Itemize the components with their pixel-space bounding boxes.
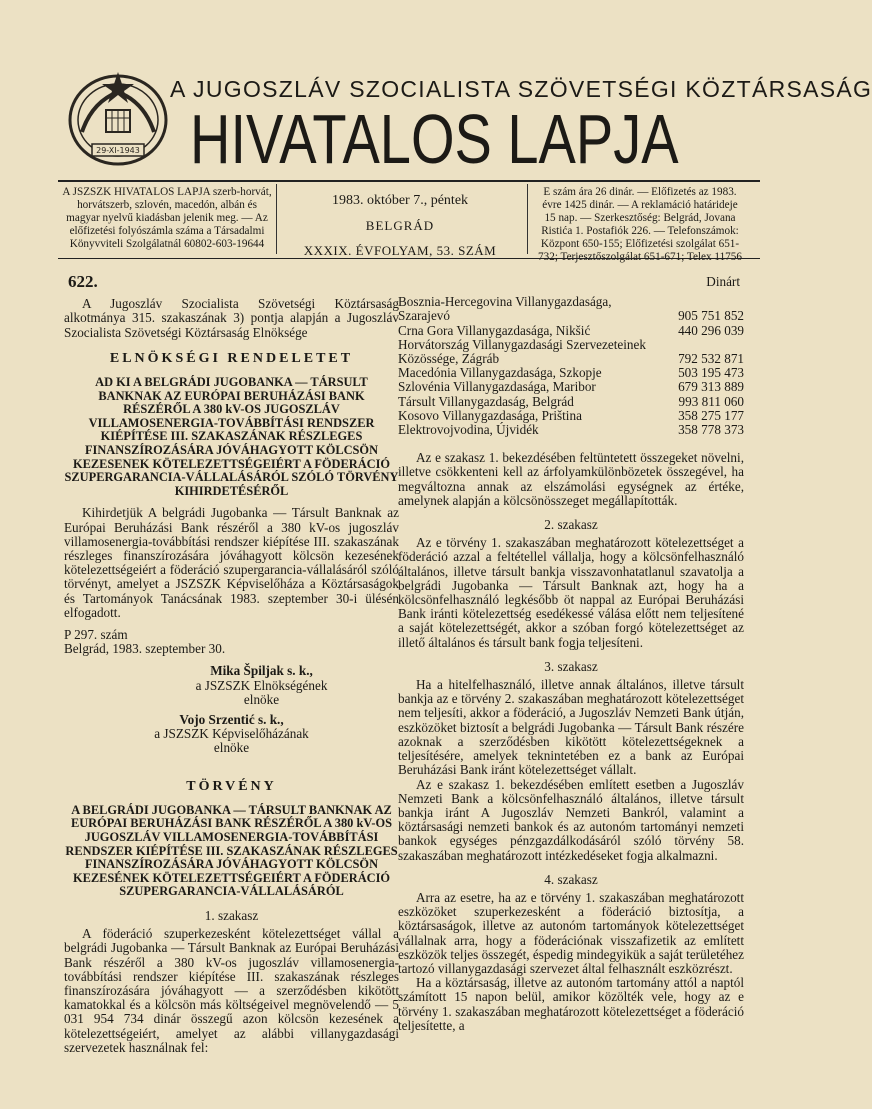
utility-amount: 358 275 177 [678,407,744,423]
utility-amount: 679 313 889 [678,379,744,395]
law-title: A BELGRÁDI JUGOBANKA — TÁRSULT BANKNAK AZ EURÓPAI BERUHÁZÁSI BANK RÉSZÉRŐL A 380 kV-OS JUGOSZLÁV VILLAMOSENERGIA-TOVÁBBÍTÁSI RENDSZER KIÉPÍTÉSE III. SZAKASZÁNAK RÉSZLEGES FINANSZÍROZÁSÁRA JÓVÁHAGYOTT KÖLCSÖN KEZESÉNEK KÖTELEZETTSÉGEIÉRT A FÖDERÁCIÓ SZUPERGARANCIA-VÁLLALÁSÁRÓL [65,802,398,899]
header-divider-right [527,184,528,254]
table-row [398,295,744,323]
table-row [398,395,744,409]
state-emblem-icon [62,62,174,174]
signer2-title-line1: a JSZSZK Képviselőházának [154,726,309,742]
utility-amount: 993 811 060 [678,393,744,409]
place-date: Belgrád, 1983. szeptember 30. [64,641,226,657]
decree-title: AD KI A BELGRÁDI JUGOBANKA — TÁRSULT BANKNAK AZ EURÓPAI BERUHÁZÁSI BANK RÉSZÉRŐL A 380 kV-OS JUGOSZLÁV VILLAMOSENERGIA-TOVÁBBÍTÁSI RENDSZER KIÉPÍTÉSE III. SZAKASZÁNAK RÉSZLEGES FINANSZÍROZÁSÁRA JÓVÁHAGYOTT KÖLCSÖN KEZESENEK KÖTELEZETTSÉGEIÉRT A FÖDERÁCIÓ SZUPERGARANCIA-VÁLLALÁSÁRÓL SZÓLÓ TÖRVÉNY KIHIRDETÉSÉRŐL [64,375,399,498]
utility-amount: 358 778 373 [678,422,744,438]
country-title: A JUGOSZLÁV SZOCIALISTA SZÖVETSÉGI KÖZTÁRSASÁG [170,76,872,102]
header-left-info: A JSZSZK HIVATALOS LAPJA szerb-horvát, horvátszerb, szlovén, macedón, albán és magyar nyelvű kiadásban jelenik meg. — Az előfizetési folyószámla száma a Társadalmi Könyvviteli Szolgálatnál 60802-603-19644 [62,186,272,250]
section4-text1: Arra az esetre, ha az e törvény 1. szakaszában meghatározott eszközöket szuperkezesként a föderáció biztosítja, a köztársaságok, illetve az autonóm tartományok kötelezettséget vállalnak arra, hogy a föderációnak visszafizetik az említett eszközök teljes összegét, éspedig mindegyikük a saját területéhez tartozó villanygazdasági szervezet által felhasznált eszközrészt. [398,889,744,976]
currency-label: Dinárt [706,274,740,289]
header-divider-left [276,184,277,254]
utility-amount: 905 751 852 [678,308,744,324]
promulgation-paragraph: Kihirdetjük A belgrádi Jugobanka — Társult Banknak az Európai Beruházási Bank részéről a 380 kV-os jugoszláv villamosenergia-továbbítási rendszer kiépítése III. szakaszának részleges finanszírozására jóváhagyott kölcsön kezesének kötelezettségeiért a föderáció szupergarancia-vállalásáról szóló törvényt, amelyet a JSZSZK Képviselőháza a Köztársaságok és Tartományok Tanácsának 1983. szeptember 30-i ülésén elfogadott. [64,505,399,620]
utility-name: Kosovo Villanygazdasága, Priština [398,407,582,423]
table-row [398,338,744,366]
issue-date: 1983. október 7., péntek [331,193,469,208]
utility-amount: 503 195 473 [678,365,744,381]
signature-block-1 [124,664,399,707]
issue-city: BELGRÁD [365,218,435,233]
section4-text2: Ha a köztársaság, illetve az autonóm tartomány attól a naptól számított 15 napon belül, amikor közölték vele, hogy az e törvény 1. szakaszában meghatározott kötelezettséget a föderáció teljesítette, a [398,975,744,1033]
right-column [398,275,744,1033]
section1-text: A föderáció szuperkezesként kötelezettséget vállal a belgrádi Jugobanka — Társult Banknak az Európai Beruházási Bank részéről a 380 kV-os jugoszláv villamosenergia-továbbítási rendszer kiépítése III. szakaszának részleges finanszírozására jóváhagyott — a szerződésben kikötött kamatokkal és a kölcsön más költségeivel megnövelendő — 5 031 954 734 dinár összegű azon kölcsön kezesének a kötelezettségeiért, amelyet az alábbi villanygazdasági szervezetek használnak fel: [64,926,399,1055]
reference-number: P 297. szám [64,626,128,642]
section1-paragraph2: Az e szakasz 1. bekezdésében feltüntetett összegeket növelni, illetve csökkenteni kell az árfolyamkülönbözetek összegével, ha megváltozna annak az elszámolási egységnek az értéke, amelynek alapján a kölcsönösszeget megállapították. [398,450,744,508]
svg-text:29-XI-1943: 29-XI-1943 [96,146,140,155]
header-right-info: E szám ára 26 dinár. — Előfizetés az 1983. évre 1425 dinár. — A reklamáció határideje 15 nap. — Szerkesztőség: Belgrád, Jovana Ristića 1. Postafiók 226. — Telefonszámok: Központ 650-155; Előfizetési szolgálat 651-732; Terjesztőszolgálat 651-671; Telex 11756 [538,186,742,263]
section2-label: 2. szakasz [544,517,598,533]
signer2-title-line2: elnöke [213,740,250,756]
utility-name: Macedónia Villanygazdasága, Szkopje [398,365,602,381]
signer1-title-line1: a JSZSZK Elnökségének [195,677,328,693]
utility-name: Társult Villanygazdaság, Belgrád [398,393,574,409]
table-row [398,366,744,380]
signer1-name: Mika Špiljak s. k., [210,663,313,679]
header-rule [58,258,760,259]
table-row [398,380,744,394]
table-row [398,324,744,338]
utility-amount: 792 532 871 [678,351,744,367]
utilities-table [398,295,744,437]
section2-text: Az e törvény 1. szakaszában meghatározott kötelezettséget a föderáció azzal a feltétellel vállalja, hogy a kölcsönfelhasználó általános, illetve társult bankja visszavonhatatlanul szavatolja a belgrádi Jugobanka — Társult Banknak azt, hogy ha a kölcsönfelhasználó legkésőbb öt nappal az Európai Beruházási Bank iránti kötelezettség esedékessé válása előtt nem teljesítené a saját kötelezettségét, akkor a szóban forgó kötelezettséget az illető általános és társult bank fogja teljesíteni. [398,535,744,650]
signature-block-2 [64,713,399,756]
signer1-title-line2: elnöke [243,691,280,707]
utility-name: Szlovénia Villanygazdasága, Maribor [398,379,596,395]
section1-label: 1. szakasz [204,907,259,923]
section3-text2: Az e szakasz 1. bekezdésében említett esetben a Jugoszláv Nemzeti Bank a kölcsönfelhasználó általános, illetve társult bankja iránt A Jugoszláv Nemzeti Bankról, valamint a köztársasági nemzeti bankok és az autonóm tartományi nemzeti bankok egységes pénzgazdálkodásáról szóló törvény 58. szakaszában meghatározott intézkedéseket fogja alkalmazni. [398,776,744,863]
header-middle [280,186,520,257]
utility-amount: 440 296 039 [678,322,744,338]
utility-name: Elektrovojvodina, Újvidék [398,422,539,438]
utility-name: Horvátország Villanygazdasági Szervezeteinek Közössége, Zágráb [398,336,646,367]
section4-label: 4. szakasz [544,871,598,887]
utility-name: Bosznia-Hercegovina Villanygazdasága, Szarajevó [398,294,612,324]
intro-paragraph: A Jugoszláv Szocialista Szövetségi Köztársaság alkotmánya 315. szakaszának 3) pontja alapján a Jugoszláv Szocialista Szövetségi Köztársaság Elnöksége [64,296,399,340]
masthead-title: HIVATALOS LAPJA [190,100,679,178]
law-heading: TÖRVÉNY [186,778,277,794]
decree-heading: ELNÖKSÉGI RENDELETET [109,350,354,366]
section3-text1: Ha a hitelfelhasználó, illetve annak általános, illetve társult bankja az e törvény 2. szakaszában meghatározott kötelezettséget nem teljesíti, akkor a föderáció, a Jugoszláv Nemzeti Bank útján, eszközöket biztosít a belgrádi Jugobanka — Társult Bank részére azoknak a szerződésben kikötött kötelezettségeknek a teljesítésére, amelyek teknintetében ez a bank az Európai Beruházási Bank iránt kötelezettséget vállalt. [398,677,744,778]
table-row [398,409,744,423]
utility-name: Crna Gora Villanygazdasága, Nikšić [398,322,591,338]
left-column [64,272,399,1055]
issue-volume: XXXIX. ÉVFOLYAM, 53. SZÁM [303,243,497,258]
table-row [398,423,744,437]
item-number: 622. [68,272,98,291]
section3-label: 3. szakasz [544,658,598,674]
masthead-rule [58,180,760,182]
signer2-name: Vojo Srzentić s. k., [179,712,284,727]
